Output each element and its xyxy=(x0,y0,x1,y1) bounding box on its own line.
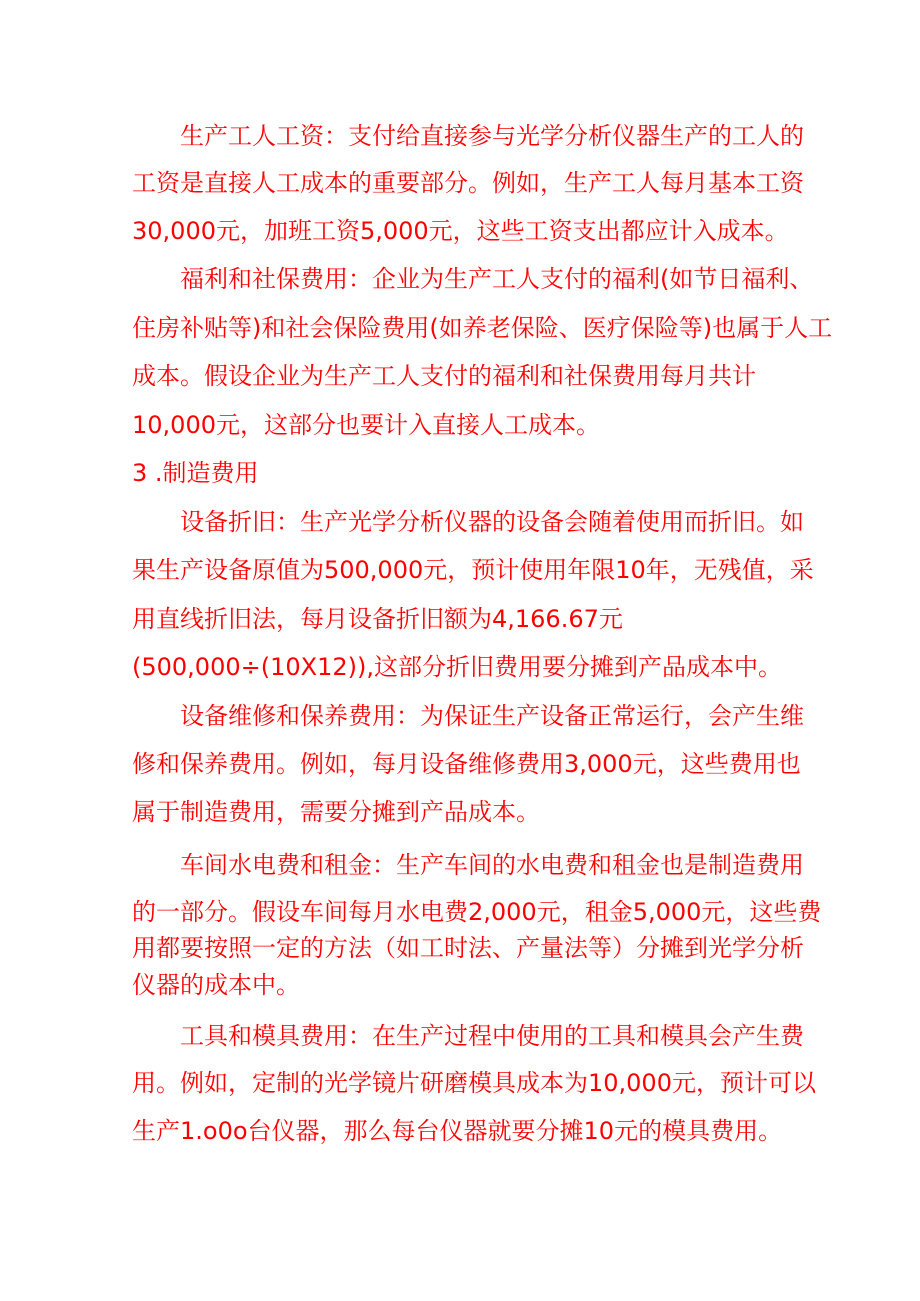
paragraph-tools-line-3: 生产1.o0o台仪器，那么每台仪器就要分摊10元的模具费用。 xyxy=(132,1117,783,1145)
paragraph-depreciation-line-2: 果生产设备原值为500,000元，预计使用年限10年，无残值，采 xyxy=(132,556,814,584)
paragraph-welfare-line-3: 成本。假设企业为生产工人支付的福利和社保费用每月共计 xyxy=(132,362,756,390)
paragraph-welfare-line-2: 住房补贴等)和社会保险费用(如养老保险、医疗保险等)也属于人工 xyxy=(132,314,833,342)
paragraph-welfare-line-4: 10,000元，这部分也要计入直接人工成本。 xyxy=(132,411,600,439)
paragraph-tools-line-2: 用。例如，定制的光学镜片研磨模具成本为10,000元，预计可以 xyxy=(132,1069,816,1097)
paragraph-depreciation-line-1: 设备折旧：生产光学分析仪器的设备会随着使用而折旧。如 xyxy=(180,508,804,536)
paragraph-welfare-line-1: 福利和社保费用：企业为生产工人支付的福利(如节日福利、 xyxy=(180,265,814,293)
paragraph-maintenance-line-2: 修和保养费用。例如，每月设备维修费用3,000元，这些费用也 xyxy=(132,750,801,778)
paragraph-utilities-line-4: 仪器的成本中。 xyxy=(132,971,300,999)
paragraph-utilities-line-2: 的一部分。假设车间每月水电费2,000元，租金5,000元，这些费 xyxy=(132,898,822,926)
paragraph-depreciation-line-3: 用直线折旧法，每月设备折旧额为4,166.67元 xyxy=(132,605,623,633)
paragraph-utilities-line-3: 用都要按照一定的方法（如工时法、产量法等）分摊到光学分析 xyxy=(132,934,804,962)
section-heading-manufacturing-overhead: 3 .制造费用 xyxy=(132,459,259,487)
paragraph-production-wages-line-1: 生产工人工资：支付给直接参与光学分析仪器生产的工人的 xyxy=(180,122,804,150)
paragraph-tools-line-1: 工具和模具费用：在生产过程中使用的工具和模具会产生费 xyxy=(180,1022,804,1050)
paragraph-depreciation-line-4: (500,000÷(10X12)),这部分折旧费用要分摊到产品成本中。 xyxy=(132,653,782,681)
paragraph-maintenance-line-1: 设备维修和保养费用：为保证生产设备正常运行，会产生维 xyxy=(180,702,804,730)
paragraph-utilities-line-1: 车间水电费和租金：生产车间的水电费和租金也是制造费用 xyxy=(180,851,804,879)
paragraph-production-wages-line-3: 30,000元，加班工资5,000元，这些工资支出都应计入成本。 xyxy=(132,217,789,245)
paragraph-production-wages-line-2: 工资是直接人工成本的重要部分。例如，生产工人每月基本工资 xyxy=(132,169,804,197)
paragraph-maintenance-line-3: 属于制造费用，需要分摊到产品成本。 xyxy=(132,798,540,826)
